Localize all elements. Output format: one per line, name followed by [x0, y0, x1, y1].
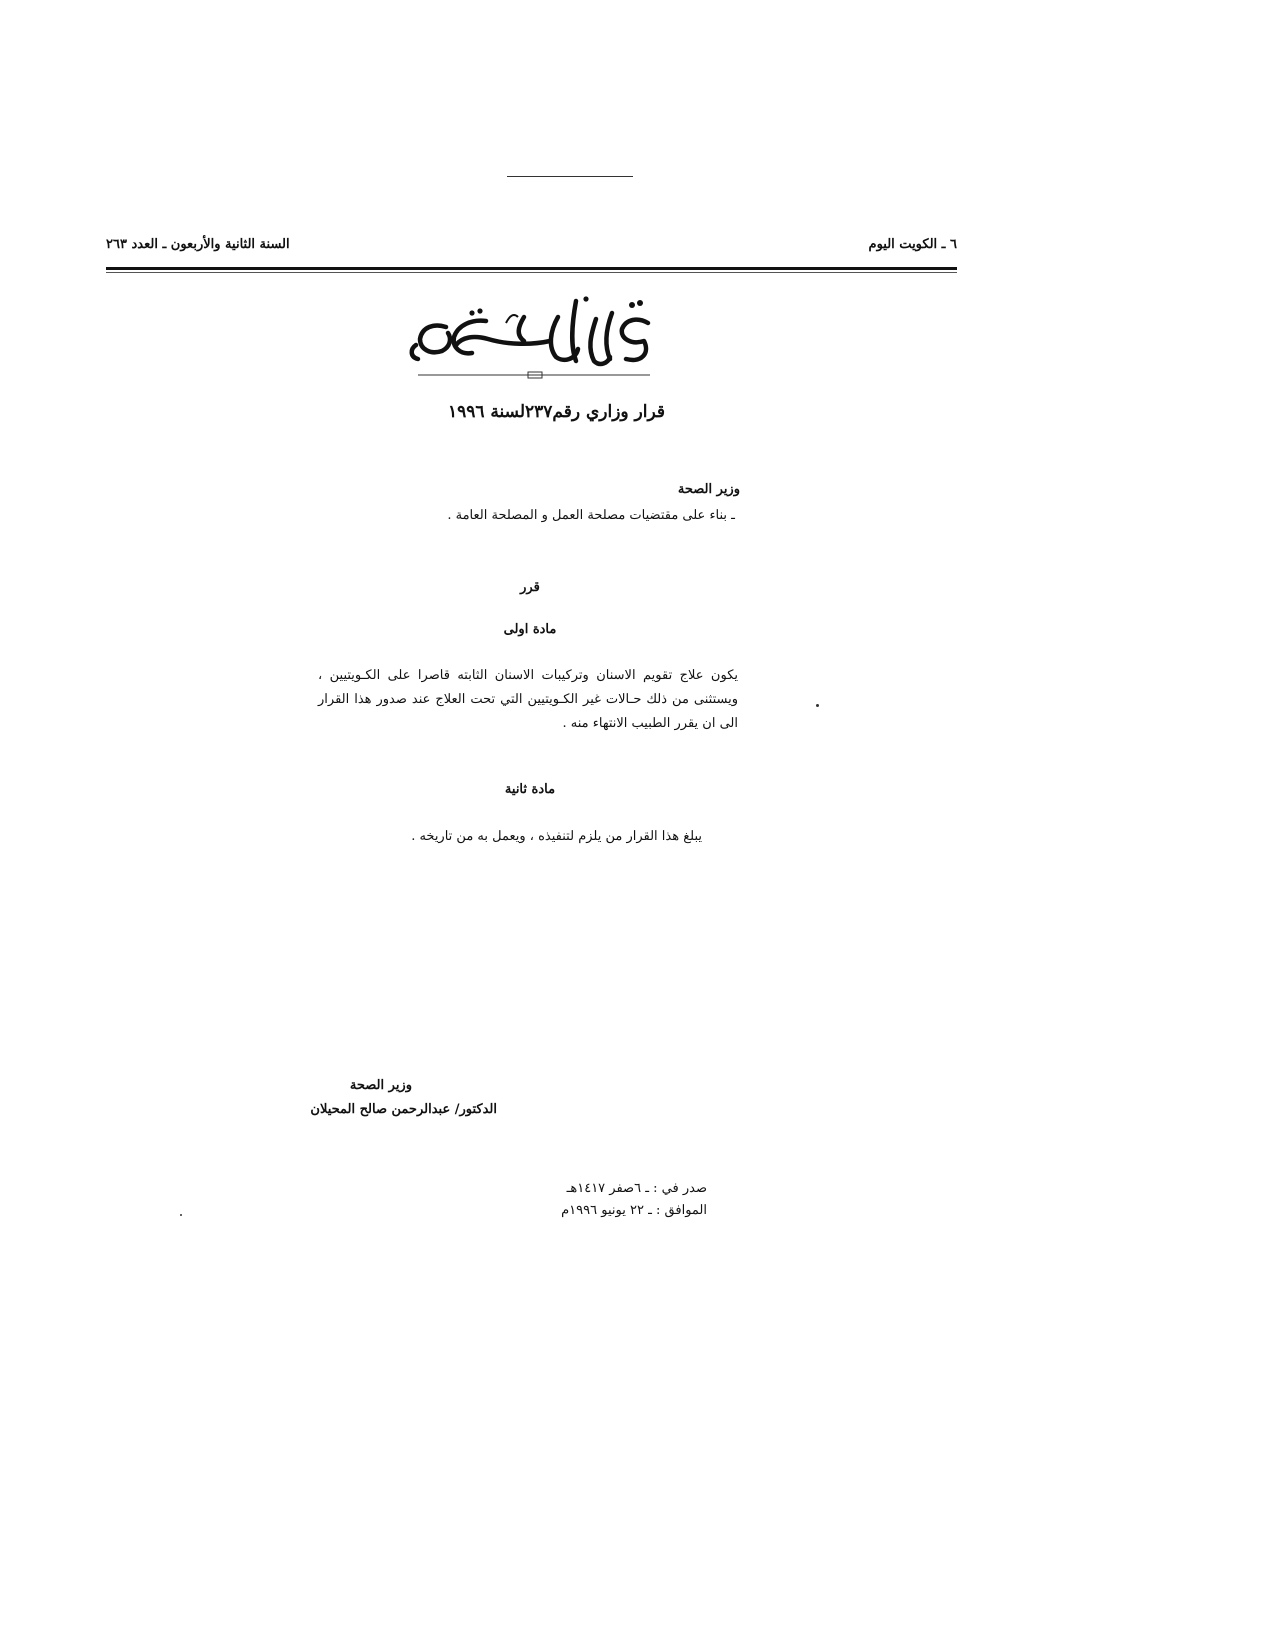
- scan-speck: [180, 1214, 182, 1216]
- signature-name: الدكتور/ عبدالرحمن صالح المحيلان: [310, 1102, 497, 1117]
- volume-and-issue: السنة الثانية والأربعون ـ العدد ٢٦٣: [106, 237, 290, 252]
- signature-title: وزير الصحة: [349, 1078, 412, 1093]
- article-1-body: يكون علاج تقويم الاسنان وتركيبات الاسنان الثابته قاصرا على الكـويتيين ، ويستثنى من ذلك حـالات غير الكـويتيين التي تحت العلاج عند صدور هذا القرار الى ان يقرر الطبيب الانتهاء منه .: [318, 668, 738, 731]
- minister-heading: وزير الصحة: [677, 482, 740, 497]
- issued-date-hijri: صدر في : ـ ٦صفر ١٤١٧هـ: [566, 1181, 707, 1196]
- page-number-and-publication: ٦ ـ الكويت اليوم: [868, 237, 957, 252]
- article-2-heading: مادة ثانية: [504, 782, 556, 797]
- header-rule: [106, 267, 957, 270]
- top-divider: [507, 176, 633, 177]
- scan-speck: [816, 704, 819, 707]
- article-1-heading: مادة اولى: [503, 622, 557, 637]
- article-2-body: يبلغ هذا القرار من يلزم لتنفيذه ، ويعمل به من تاريخه .: [411, 829, 702, 844]
- preamble-text: ـ بناء على مقتضيات مصلحة العمل و المصلحة العامة .: [447, 508, 735, 523]
- ministry-of-health-calligraphy-logo: [400, 283, 670, 391]
- decides-heading: قرر: [520, 580, 540, 595]
- header-rule-thin: [106, 272, 957, 273]
- decree-title: قرار وزاري رقم٢٣٧لسنة ١٩٩٦: [447, 402, 665, 422]
- issued-date-gregorian: الموافق : ـ ٢٢ يونيو ١٩٩٦م: [561, 1203, 707, 1218]
